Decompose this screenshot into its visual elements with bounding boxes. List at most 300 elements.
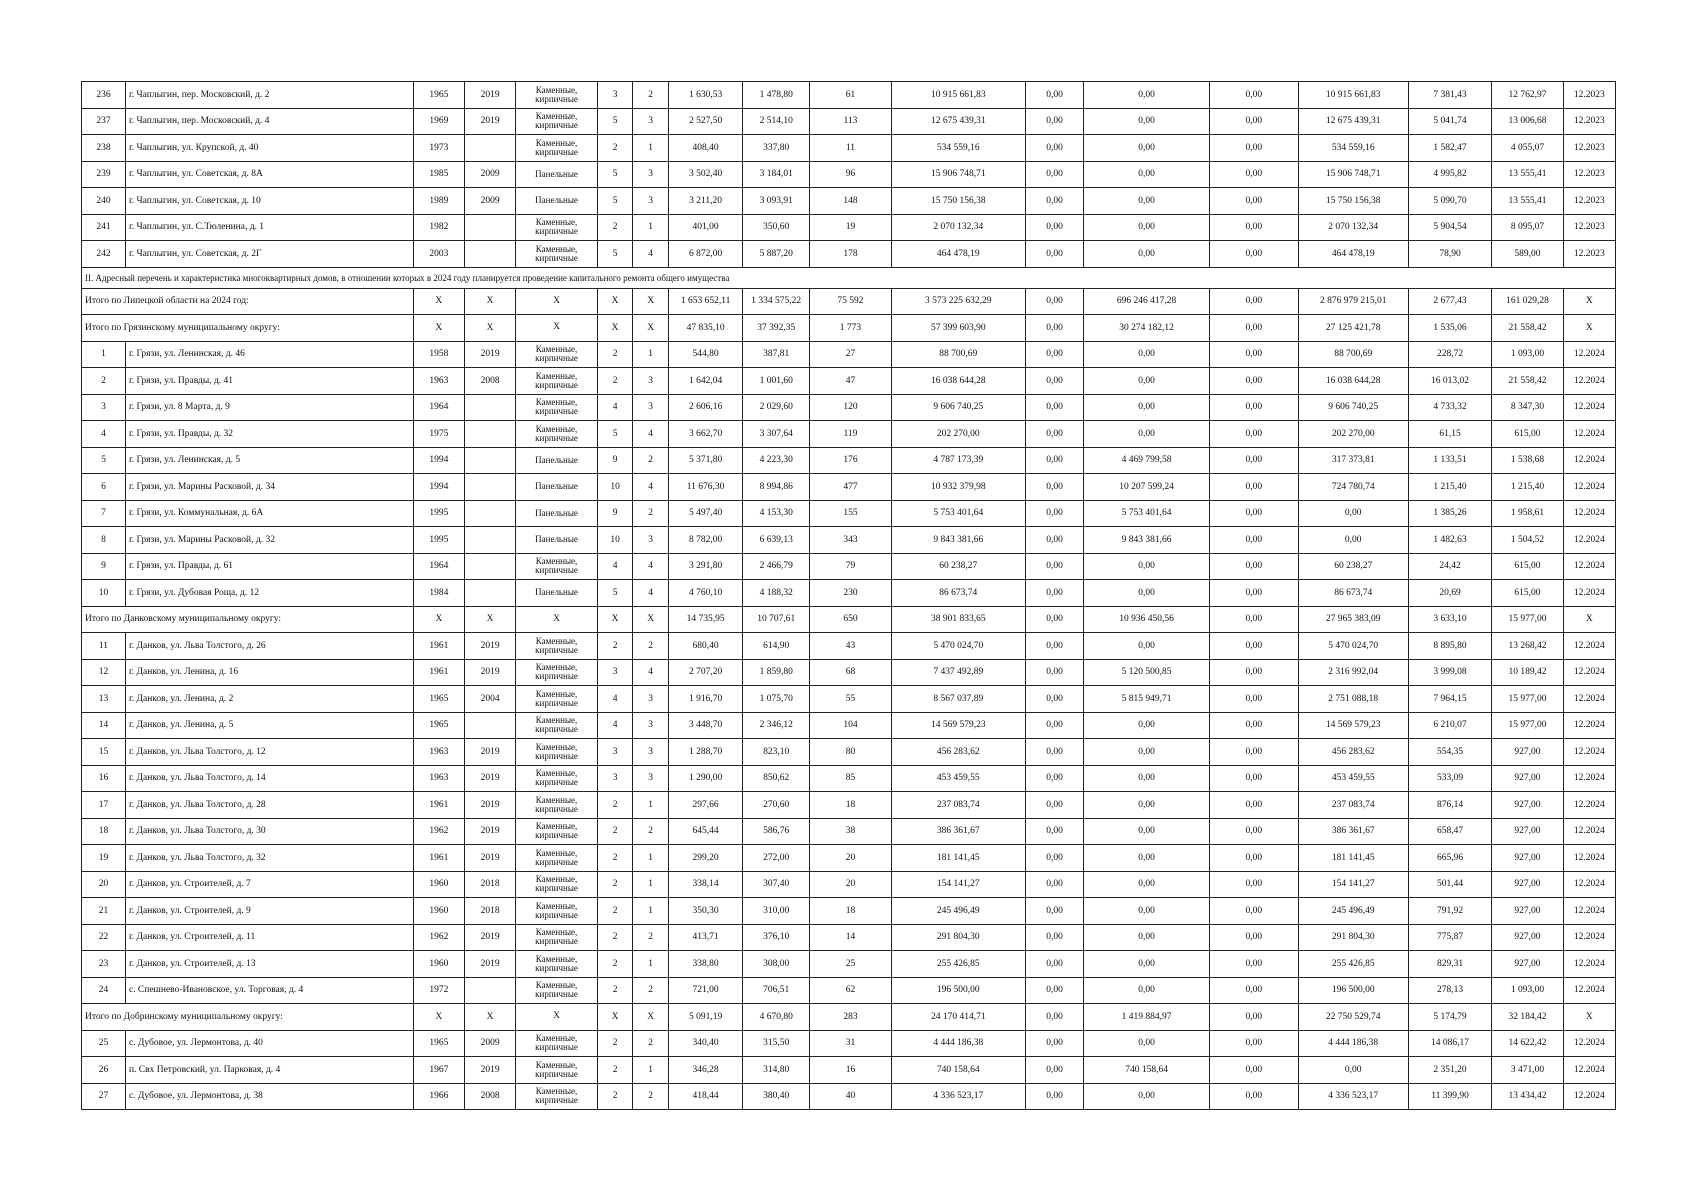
address-cell: г. Данков, ул. Строителей, д. 13 bbox=[125, 951, 413, 978]
table-cell: 176 bbox=[810, 447, 892, 474]
table-cell bbox=[464, 553, 515, 580]
table-cell: 1 582,47 bbox=[1408, 135, 1492, 162]
table-cell: 645,44 bbox=[668, 818, 742, 845]
table-row bbox=[82, 161, 1616, 188]
table-cell: 650 bbox=[810, 606, 892, 633]
table-cell: 0,00 bbox=[1025, 792, 1084, 819]
table-cell: 401,00 bbox=[668, 214, 742, 241]
table-cell: 413,71 bbox=[668, 924, 742, 951]
table-cell: 0,00 bbox=[1025, 394, 1084, 421]
table-cell: 317 373,81 bbox=[1298, 447, 1408, 474]
table-cell: 350,30 bbox=[668, 898, 742, 925]
table-cell: 22 750 529,74 bbox=[1298, 1004, 1408, 1031]
table-cell: 96 bbox=[810, 161, 892, 188]
row-number-cell: 11 bbox=[82, 633, 126, 660]
table-cell: 1 bbox=[633, 214, 669, 241]
table-cell: 314,80 bbox=[743, 1057, 810, 1084]
table-cell: 1964 bbox=[413, 394, 464, 421]
table-row bbox=[82, 792, 1616, 819]
wall-material-cell: Каменные, кирпичные bbox=[516, 135, 598, 162]
table-cell: 12.2024 bbox=[1563, 1057, 1615, 1084]
address-cell: г. Чаплыгин, ул. С.Тюленина, д. 1 bbox=[125, 214, 413, 241]
table-cell: X bbox=[1563, 315, 1615, 342]
table-cell: 20 bbox=[810, 845, 892, 872]
table-cell: 464 478,19 bbox=[1298, 241, 1408, 268]
table-cell: 3 448,70 bbox=[668, 712, 742, 739]
row-number-cell: 1 bbox=[82, 341, 126, 368]
table-cell: 791,92 bbox=[1408, 898, 1492, 925]
table-cell: 12.2023 bbox=[1563, 188, 1615, 215]
table-cell: 4 bbox=[633, 241, 669, 268]
table-cell: 230 bbox=[810, 580, 892, 607]
row-number-cell: 9 bbox=[82, 553, 126, 580]
table-cell: 338,80 bbox=[668, 951, 742, 978]
table-cell bbox=[464, 214, 515, 241]
table-cell: 2 677,43 bbox=[1408, 288, 1492, 315]
table-cell: 0,00 bbox=[1025, 1083, 1084, 1110]
table-cell: 12.2024 bbox=[1563, 818, 1615, 845]
table-cell: 2009 bbox=[464, 1030, 515, 1057]
table-row bbox=[82, 341, 1616, 368]
table-cell: 12.2024 bbox=[1563, 421, 1615, 448]
table-cell: 4 bbox=[597, 553, 633, 580]
table-cell: 12.2023 bbox=[1563, 241, 1615, 268]
table-cell: 0,00 bbox=[1025, 1057, 1084, 1084]
table-cell: 55 bbox=[810, 686, 892, 713]
table-cell: 5 470 024,70 bbox=[1298, 633, 1408, 660]
table-cell: 2008 bbox=[464, 1083, 515, 1110]
table-cell: 2 bbox=[597, 792, 633, 819]
table-cell: 1 bbox=[633, 1057, 669, 1084]
table-cell: 0,00 bbox=[1084, 368, 1210, 395]
table-cell: 25 bbox=[810, 951, 892, 978]
table-cell: 12.2024 bbox=[1563, 633, 1615, 660]
table-cell: 16 013,02 bbox=[1408, 368, 1492, 395]
table-cell: 1 958,61 bbox=[1492, 500, 1563, 527]
table-cell: 9 606 740,25 bbox=[1298, 394, 1408, 421]
table-cell: 0,00 bbox=[1209, 108, 1298, 135]
table-cell: 1958 bbox=[413, 341, 464, 368]
row-number-cell: 238 bbox=[82, 135, 126, 162]
table-cell: 0,00 bbox=[1209, 659, 1298, 686]
address-cell: г. Чаплыгин, ул. Крупской, д. 40 bbox=[125, 135, 413, 162]
table-cell: 5 887,20 bbox=[743, 241, 810, 268]
table-row bbox=[82, 659, 1616, 686]
table-cell: 4 bbox=[597, 394, 633, 421]
table-cell: 13 555,41 bbox=[1492, 161, 1563, 188]
table-cell: 88 700,69 bbox=[891, 341, 1025, 368]
table-cell bbox=[464, 241, 515, 268]
table-cell: 1 bbox=[633, 898, 669, 925]
table-cell: 237 083,74 bbox=[1298, 792, 1408, 819]
table-cell: 544,80 bbox=[668, 341, 742, 368]
table-row bbox=[82, 188, 1616, 215]
table-row bbox=[82, 977, 1616, 1004]
table-cell: X bbox=[516, 606, 598, 633]
table-cell: 255 426,85 bbox=[1298, 951, 1408, 978]
table-cell: 1 535,06 bbox=[1408, 315, 1492, 342]
table-cell: 40 bbox=[810, 1083, 892, 1110]
table-row bbox=[82, 108, 1616, 135]
address-cell: г. Грязи, ул. Марины Расковой, д. 32 bbox=[125, 527, 413, 554]
table-cell: 456 283,62 bbox=[891, 739, 1025, 766]
table-cell: 2009 bbox=[464, 188, 515, 215]
address-cell: г. Данков, ул. Ленина, д. 2 bbox=[125, 686, 413, 713]
table-cell: 589,00 bbox=[1492, 241, 1563, 268]
table-cell: 0,00 bbox=[1084, 977, 1210, 1004]
table-cell: 119 bbox=[810, 421, 892, 448]
table-cell: 876,14 bbox=[1408, 792, 1492, 819]
table-cell bbox=[464, 421, 515, 448]
address-cell: с. Спешнево-Ивановское, ул. Торговая, д. 4 bbox=[125, 977, 413, 1004]
table-cell bbox=[464, 474, 515, 501]
table-cell: 15 977,00 bbox=[1492, 686, 1563, 713]
address-cell: г. Данков, ул. Льва Толстого, д. 14 bbox=[125, 765, 413, 792]
table-cell: 5 bbox=[597, 161, 633, 188]
table-cell: 27 125 421,78 bbox=[1298, 315, 1408, 342]
table-cell: 1960 bbox=[413, 898, 464, 925]
table-cell: 1962 bbox=[413, 818, 464, 845]
table-cell: 0,00 bbox=[1084, 421, 1210, 448]
table-cell: 0,00 bbox=[1298, 1057, 1408, 1084]
table-cell: 464 478,19 bbox=[891, 241, 1025, 268]
table-cell: 8 782,00 bbox=[668, 527, 742, 554]
table-row bbox=[82, 553, 1616, 580]
table-cell: 13 006,68 bbox=[1492, 108, 1563, 135]
table-cell: 0,00 bbox=[1084, 553, 1210, 580]
table-cell: 2 070 132,34 bbox=[891, 214, 1025, 241]
row-number-cell: 12 bbox=[82, 659, 126, 686]
table-cell: 0,00 bbox=[1209, 818, 1298, 845]
table-cell: 12.2024 bbox=[1563, 1030, 1615, 1057]
address-cell: п. Свх Петровский, ул. Парковая, д. 4 bbox=[125, 1057, 413, 1084]
table-cell: 14 735,95 bbox=[668, 606, 742, 633]
table-cell: 9 bbox=[597, 447, 633, 474]
table-cell: 3 bbox=[633, 108, 669, 135]
table-cell: 3 bbox=[633, 765, 669, 792]
table-cell: 79 bbox=[810, 553, 892, 580]
subtotal-row bbox=[82, 288, 1616, 315]
wall-material-cell: Панельные bbox=[516, 188, 598, 215]
table-cell: 14 622,42 bbox=[1492, 1030, 1563, 1057]
table-cell: 315,50 bbox=[743, 1030, 810, 1057]
row-number-cell: 239 bbox=[82, 161, 126, 188]
table-cell: 61 bbox=[810, 82, 892, 109]
table-cell: 12.2024 bbox=[1563, 871, 1615, 898]
table-cell: 1 482,63 bbox=[1408, 527, 1492, 554]
row-number-cell: 3 bbox=[82, 394, 126, 421]
table-cell: X bbox=[1563, 288, 1615, 315]
table-cell: 2 707,20 bbox=[668, 659, 742, 686]
table-cell: 0,00 bbox=[1209, 188, 1298, 215]
table-cell: 453 459,55 bbox=[891, 765, 1025, 792]
table-cell: 16 038 644,28 bbox=[1298, 368, 1408, 395]
table-cell: X bbox=[633, 606, 669, 633]
table-cell: 0,00 bbox=[1084, 341, 1210, 368]
table-cell: 299,20 bbox=[668, 845, 742, 872]
table-cell: 1 419 884,97 bbox=[1084, 1004, 1210, 1031]
table-cell: 3 573 225 632,29 bbox=[891, 288, 1025, 315]
row-number-cell: 10 bbox=[82, 580, 126, 607]
table-cell: 4 bbox=[633, 659, 669, 686]
table-cell: 86 673,74 bbox=[891, 580, 1025, 607]
table-cell: 2 029,60 bbox=[743, 394, 810, 421]
table-cell: 30 274 182,12 bbox=[1084, 315, 1210, 342]
table-row bbox=[82, 633, 1616, 660]
table-cell bbox=[464, 977, 515, 1004]
table-cell: 1962 bbox=[413, 924, 464, 951]
subtotal-row bbox=[82, 315, 1616, 342]
table-cell: 155 bbox=[810, 500, 892, 527]
table-cell: 154 141,27 bbox=[891, 871, 1025, 898]
table-cell: 477 bbox=[810, 474, 892, 501]
table-cell: 721,00 bbox=[668, 977, 742, 1004]
table-cell: 18 bbox=[810, 792, 892, 819]
table-cell: 12.2024 bbox=[1563, 924, 1615, 951]
table-cell bbox=[464, 135, 515, 162]
table-row bbox=[82, 241, 1616, 268]
table-cell: 0,00 bbox=[1025, 135, 1084, 162]
table-cell: 1 916,70 bbox=[668, 686, 742, 713]
wall-material-cell: Каменные, кирпичные bbox=[516, 739, 598, 766]
table-cell: 3 bbox=[633, 368, 669, 395]
table-cell: 0,00 bbox=[1209, 214, 1298, 241]
subtotal-label: Итого по Данковскому муниципальному округу: bbox=[82, 606, 414, 633]
table-cell: 1963 bbox=[413, 765, 464, 792]
table-cell: 2 bbox=[597, 845, 633, 872]
table-cell: 14 569 579,23 bbox=[891, 712, 1025, 739]
table-cell: 927,00 bbox=[1492, 898, 1563, 925]
table-cell: 32 184,42 bbox=[1492, 1004, 1563, 1031]
table-cell: 1 385,26 bbox=[1408, 500, 1492, 527]
table-cell: 4 670,80 bbox=[743, 1004, 810, 1031]
table-cell: 1 288,70 bbox=[668, 739, 742, 766]
table-cell: 1969 bbox=[413, 108, 464, 135]
table-cell: 0,00 bbox=[1209, 633, 1298, 660]
table-cell: 0,00 bbox=[1084, 951, 1210, 978]
table-cell: 6 872,00 bbox=[668, 241, 742, 268]
row-number-cell: 13 bbox=[82, 686, 126, 713]
table-cell: 0,00 bbox=[1209, 1057, 1298, 1084]
wall-material-cell: Каменные, кирпичные bbox=[516, 686, 598, 713]
table-cell: 0,00 bbox=[1209, 553, 1298, 580]
table-cell: 12.2024 bbox=[1563, 341, 1615, 368]
table-cell: 0,00 bbox=[1025, 818, 1084, 845]
address-cell: г. Чаплыгин, ул. Советская, д. 8А bbox=[125, 161, 413, 188]
table-cell: 47 bbox=[810, 368, 892, 395]
table-cell: 11 399,90 bbox=[1408, 1083, 1492, 1110]
table-cell: 387,81 bbox=[743, 341, 810, 368]
table-cell: 0,00 bbox=[1025, 686, 1084, 713]
table-cell: 740 158,64 bbox=[1084, 1057, 1210, 1084]
table-cell: 0,00 bbox=[1209, 1083, 1298, 1110]
table-cell: 0,00 bbox=[1025, 108, 1084, 135]
table-cell: 88 700,69 bbox=[1298, 341, 1408, 368]
table-cell: 1972 bbox=[413, 977, 464, 1004]
table-cell: 2 514,10 bbox=[743, 108, 810, 135]
table-cell: 1967 bbox=[413, 1057, 464, 1084]
table-cell: 0,00 bbox=[1025, 1004, 1084, 1031]
housing-register-table bbox=[81, 81, 1616, 1110]
table-cell: 3 307,64 bbox=[743, 421, 810, 448]
table-cell: X bbox=[413, 1004, 464, 1031]
table-cell: 0,00 bbox=[1209, 871, 1298, 898]
table-cell: 2 bbox=[597, 368, 633, 395]
table-cell: 78,90 bbox=[1408, 241, 1492, 268]
table-cell: 0,00 bbox=[1209, 135, 1298, 162]
table-cell: 291 804,30 bbox=[1298, 924, 1408, 951]
table-cell: 0,00 bbox=[1025, 606, 1084, 633]
table-cell: 1 001,60 bbox=[743, 368, 810, 395]
table-cell: 2004 bbox=[464, 686, 515, 713]
table-cell: 245 496,49 bbox=[1298, 898, 1408, 925]
table-cell: 0,00 bbox=[1084, 108, 1210, 135]
table-cell: X bbox=[413, 288, 464, 315]
wall-material-cell: Каменные, кирпичные bbox=[516, 818, 598, 845]
table-cell: 0,00 bbox=[1084, 1083, 1210, 1110]
table-row bbox=[82, 580, 1616, 607]
address-cell: г. Данков, ул. Льва Толстого, д. 28 bbox=[125, 792, 413, 819]
table-cell: 0,00 bbox=[1209, 368, 1298, 395]
table-cell: 38 901 833,65 bbox=[891, 606, 1025, 633]
wall-material-cell: Каменные, кирпичные bbox=[516, 845, 598, 872]
table-cell: 2 070 132,34 bbox=[1298, 214, 1408, 241]
table-cell: 13 434,42 bbox=[1492, 1083, 1563, 1110]
table-cell: 2 bbox=[633, 1083, 669, 1110]
table-cell: 0,00 bbox=[1084, 818, 1210, 845]
table-cell: 0,00 bbox=[1025, 315, 1084, 342]
table-cell: 7 437 492,89 bbox=[891, 659, 1025, 686]
table-cell: 586,76 bbox=[743, 818, 810, 845]
table-cell: 0,00 bbox=[1025, 659, 1084, 686]
table-cell: 1 504,52 bbox=[1492, 527, 1563, 554]
table-cell: 4 760,10 bbox=[668, 580, 742, 607]
table-cell: 2019 bbox=[464, 845, 515, 872]
table-cell: 1 075,70 bbox=[743, 686, 810, 713]
address-cell: с. Дубовое, ул. Лермонтова, д. 38 bbox=[125, 1083, 413, 1110]
table-cell: 8 994,86 bbox=[743, 474, 810, 501]
table-cell: 927,00 bbox=[1492, 818, 1563, 845]
table-cell: 1 630,53 bbox=[668, 82, 742, 109]
table-cell: 343 bbox=[810, 527, 892, 554]
table-cell: 2 466,79 bbox=[743, 553, 810, 580]
table-row bbox=[82, 214, 1616, 241]
table-cell: 47 835,10 bbox=[668, 315, 742, 342]
subtotal-label: Итого по Грязинскому муниципальному округу: bbox=[82, 315, 414, 342]
row-number-cell: 236 bbox=[82, 82, 126, 109]
table-cell: 3 211,20 bbox=[668, 188, 742, 215]
table-cell: 1965 bbox=[413, 686, 464, 713]
table-cell: 270,60 bbox=[743, 792, 810, 819]
table-cell: 14 bbox=[810, 924, 892, 951]
wall-material-cell: Каменные, кирпичные bbox=[516, 898, 598, 925]
table-cell: 927,00 bbox=[1492, 792, 1563, 819]
table-cell: X bbox=[516, 1004, 598, 1031]
table-cell: X bbox=[464, 315, 515, 342]
row-number-cell: 15 bbox=[82, 739, 126, 766]
table-cell: 196 500,00 bbox=[891, 977, 1025, 1004]
table-cell: 1 478,80 bbox=[743, 82, 810, 109]
table-cell bbox=[464, 712, 515, 739]
table-cell: 340,40 bbox=[668, 1030, 742, 1057]
table-cell: 10 932 379,98 bbox=[891, 474, 1025, 501]
table-cell: 10 189,42 bbox=[1492, 659, 1563, 686]
row-number-cell: 25 bbox=[82, 1030, 126, 1057]
table-cell: 245 496,49 bbox=[891, 898, 1025, 925]
table-cell: 3 bbox=[597, 739, 633, 766]
table-cell: 0,00 bbox=[1209, 447, 1298, 474]
table-cell: 1985 bbox=[413, 161, 464, 188]
table-cell: 5 041,74 bbox=[1408, 108, 1492, 135]
table-row bbox=[82, 527, 1616, 554]
table-cell: 0,00 bbox=[1025, 898, 1084, 925]
table-cell: 2 bbox=[597, 818, 633, 845]
table-cell: 1965 bbox=[413, 712, 464, 739]
table-cell: 8 347,30 bbox=[1492, 394, 1563, 421]
table-cell: 12.2024 bbox=[1563, 739, 1615, 766]
table-cell: 5 753 401,64 bbox=[891, 500, 1025, 527]
table-cell: 11 bbox=[810, 135, 892, 162]
address-cell: г. Грязи, ул. Дубовая Роща, д. 12 bbox=[125, 580, 413, 607]
table-cell: 3 bbox=[633, 739, 669, 766]
table-cell: 1995 bbox=[413, 500, 464, 527]
table-cell: 15 906 748,71 bbox=[891, 161, 1025, 188]
table-cell: 2 751 088,18 bbox=[1298, 686, 1408, 713]
table-cell: X bbox=[597, 606, 633, 633]
table-cell: 86 673,74 bbox=[1298, 580, 1408, 607]
table-cell: 12.2024 bbox=[1563, 686, 1615, 713]
table-cell: 10 bbox=[597, 527, 633, 554]
table-cell: 2019 bbox=[464, 633, 515, 660]
table-cell: 3 bbox=[633, 394, 669, 421]
table-cell: 196 500,00 bbox=[1298, 977, 1408, 1004]
address-cell: с. Дубовое, ул. Лермонтова, д. 40 bbox=[125, 1030, 413, 1057]
table-cell: 0,00 bbox=[1209, 315, 1298, 342]
table-row bbox=[82, 739, 1616, 766]
table-cell: 2 316 992,04 bbox=[1298, 659, 1408, 686]
table-cell: 0,00 bbox=[1025, 977, 1084, 1004]
table-cell: 533,09 bbox=[1408, 765, 1492, 792]
table-cell: 307,40 bbox=[743, 871, 810, 898]
wall-material-cell: Панельные bbox=[516, 580, 598, 607]
row-number-cell: 17 bbox=[82, 792, 126, 819]
table-cell: 4 223,30 bbox=[743, 447, 810, 474]
wall-material-cell: Каменные, кирпичные bbox=[516, 1030, 598, 1057]
table-cell: 12.2023 bbox=[1563, 135, 1615, 162]
wall-material-cell: Каменные, кирпичные bbox=[516, 341, 598, 368]
table-cell: 1964 bbox=[413, 553, 464, 580]
table-cell: 724 780,74 bbox=[1298, 474, 1408, 501]
table-cell: 1 bbox=[633, 845, 669, 872]
table-cell: 80 bbox=[810, 739, 892, 766]
row-number-cell: 7 bbox=[82, 500, 126, 527]
row-number-cell: 241 bbox=[82, 214, 126, 241]
wall-material-cell: Каменные, кирпичные bbox=[516, 82, 598, 109]
table-cell: 1963 bbox=[413, 739, 464, 766]
table-cell: 0,00 bbox=[1209, 792, 1298, 819]
table-cell: 927,00 bbox=[1492, 951, 1563, 978]
table-cell: 0,00 bbox=[1025, 712, 1084, 739]
table-cell: 2 bbox=[597, 1030, 633, 1057]
subtotal-row bbox=[82, 606, 1616, 633]
address-cell: г. Данков, ул. Льва Толстого, д. 30 bbox=[125, 818, 413, 845]
table-cell: 0,00 bbox=[1025, 553, 1084, 580]
table-cell: 0,00 bbox=[1084, 580, 1210, 607]
table-cell: 4 153,30 bbox=[743, 500, 810, 527]
table-cell: 1975 bbox=[413, 421, 464, 448]
table-cell: 338,14 bbox=[668, 871, 742, 898]
table-cell: 1 538,68 bbox=[1492, 447, 1563, 474]
